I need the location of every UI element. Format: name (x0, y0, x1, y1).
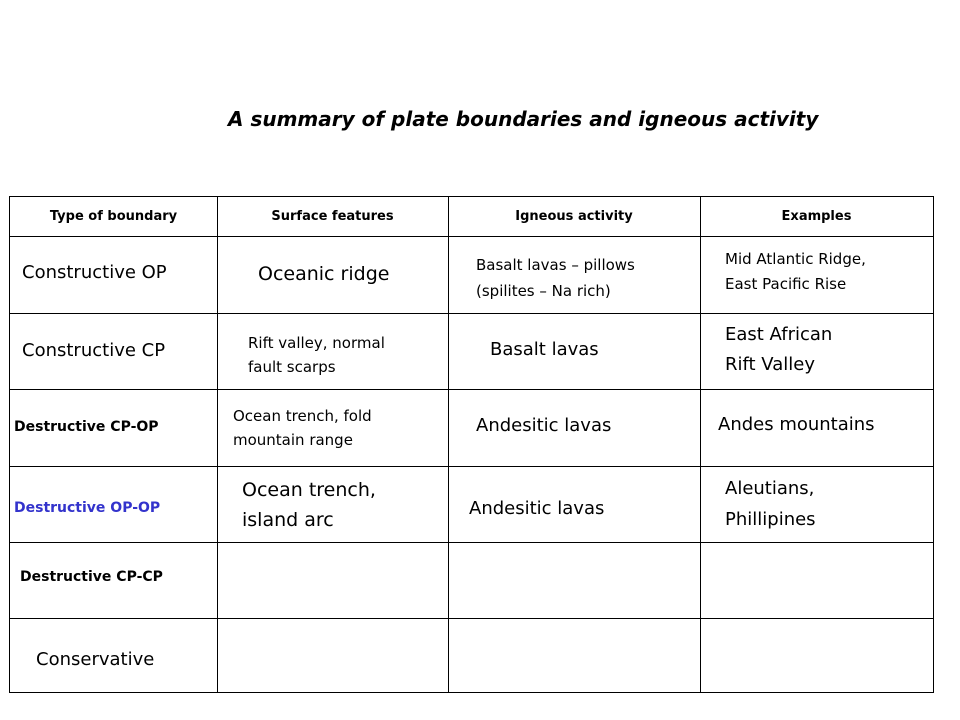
row-2-examples-line: East African (725, 324, 833, 345)
row-1-examples (725, 247, 866, 297)
header-type-of-boundary: Type of boundary (49, 209, 178, 224)
row-1-igneous-line: (spilites – Na rich) (476, 282, 611, 300)
row-3-type: Destructive CP-OP (14, 419, 159, 435)
row-5-type: Destructive CP-CP (20, 569, 163, 585)
header-igneous-activity: Igneous activity (515, 209, 633, 224)
column-divider (700, 197, 701, 692)
row-1-surface: Oceanic ridge (258, 263, 390, 285)
row-2-surface-line: fault scarps (248, 358, 336, 376)
row-3-examples: Andes mountains (718, 414, 875, 435)
row-divider (10, 542, 933, 543)
row-4-examples (725, 473, 816, 535)
row-1-examples-line: East Pacific Rise (725, 275, 847, 293)
column-divider (217, 197, 218, 692)
row-6-type: Conservative (36, 649, 155, 670)
row-divider (10, 389, 933, 390)
row-1-type: Constructive OP (22, 262, 167, 283)
row-1-igneous (476, 252, 635, 304)
row-2-surface (248, 331, 385, 379)
row-3-surface (233, 404, 372, 452)
row-2-examples (725, 320, 832, 380)
row-4-examples-line: Phillipines (725, 509, 816, 530)
row-4-examples-line: Aleutians, (725, 478, 815, 499)
boundaries-table (9, 196, 934, 693)
column-divider (448, 197, 449, 692)
page-title: A summary of plate boundaries and igneous activity (228, 107, 819, 131)
row-2-surface-line: Rift valley, normal (248, 334, 385, 352)
row-4-surface-line: Ocean trench, (242, 479, 376, 501)
row-3-surface-line: mountain range (233, 431, 353, 449)
row-divider (10, 236, 933, 237)
row-4-type: Destructive OP-OP (14, 500, 161, 516)
row-2-igneous: Basalt lavas (490, 339, 599, 360)
row-3-igneous: Andesitic lavas (476, 415, 612, 436)
header-examples: Examples (781, 209, 852, 224)
row-2-examples-line: Rift Valley (725, 354, 815, 375)
row-divider (10, 618, 933, 619)
row-4-igneous: Andesitic lavas (469, 498, 605, 519)
row-divider (10, 313, 933, 314)
row-1-igneous-line: Basalt lavas – pillows (476, 256, 635, 274)
row-2-type: Constructive CP (22, 340, 166, 361)
header-surface-features: Surface features (271, 209, 394, 224)
row-4-surface (242, 475, 376, 535)
row-4-surface-line: island arc (242, 509, 334, 531)
row-divider (10, 466, 933, 467)
row-3-surface-line: Ocean trench, fold (233, 407, 372, 425)
row-1-examples-line: Mid Atlantic Ridge, (725, 250, 866, 268)
